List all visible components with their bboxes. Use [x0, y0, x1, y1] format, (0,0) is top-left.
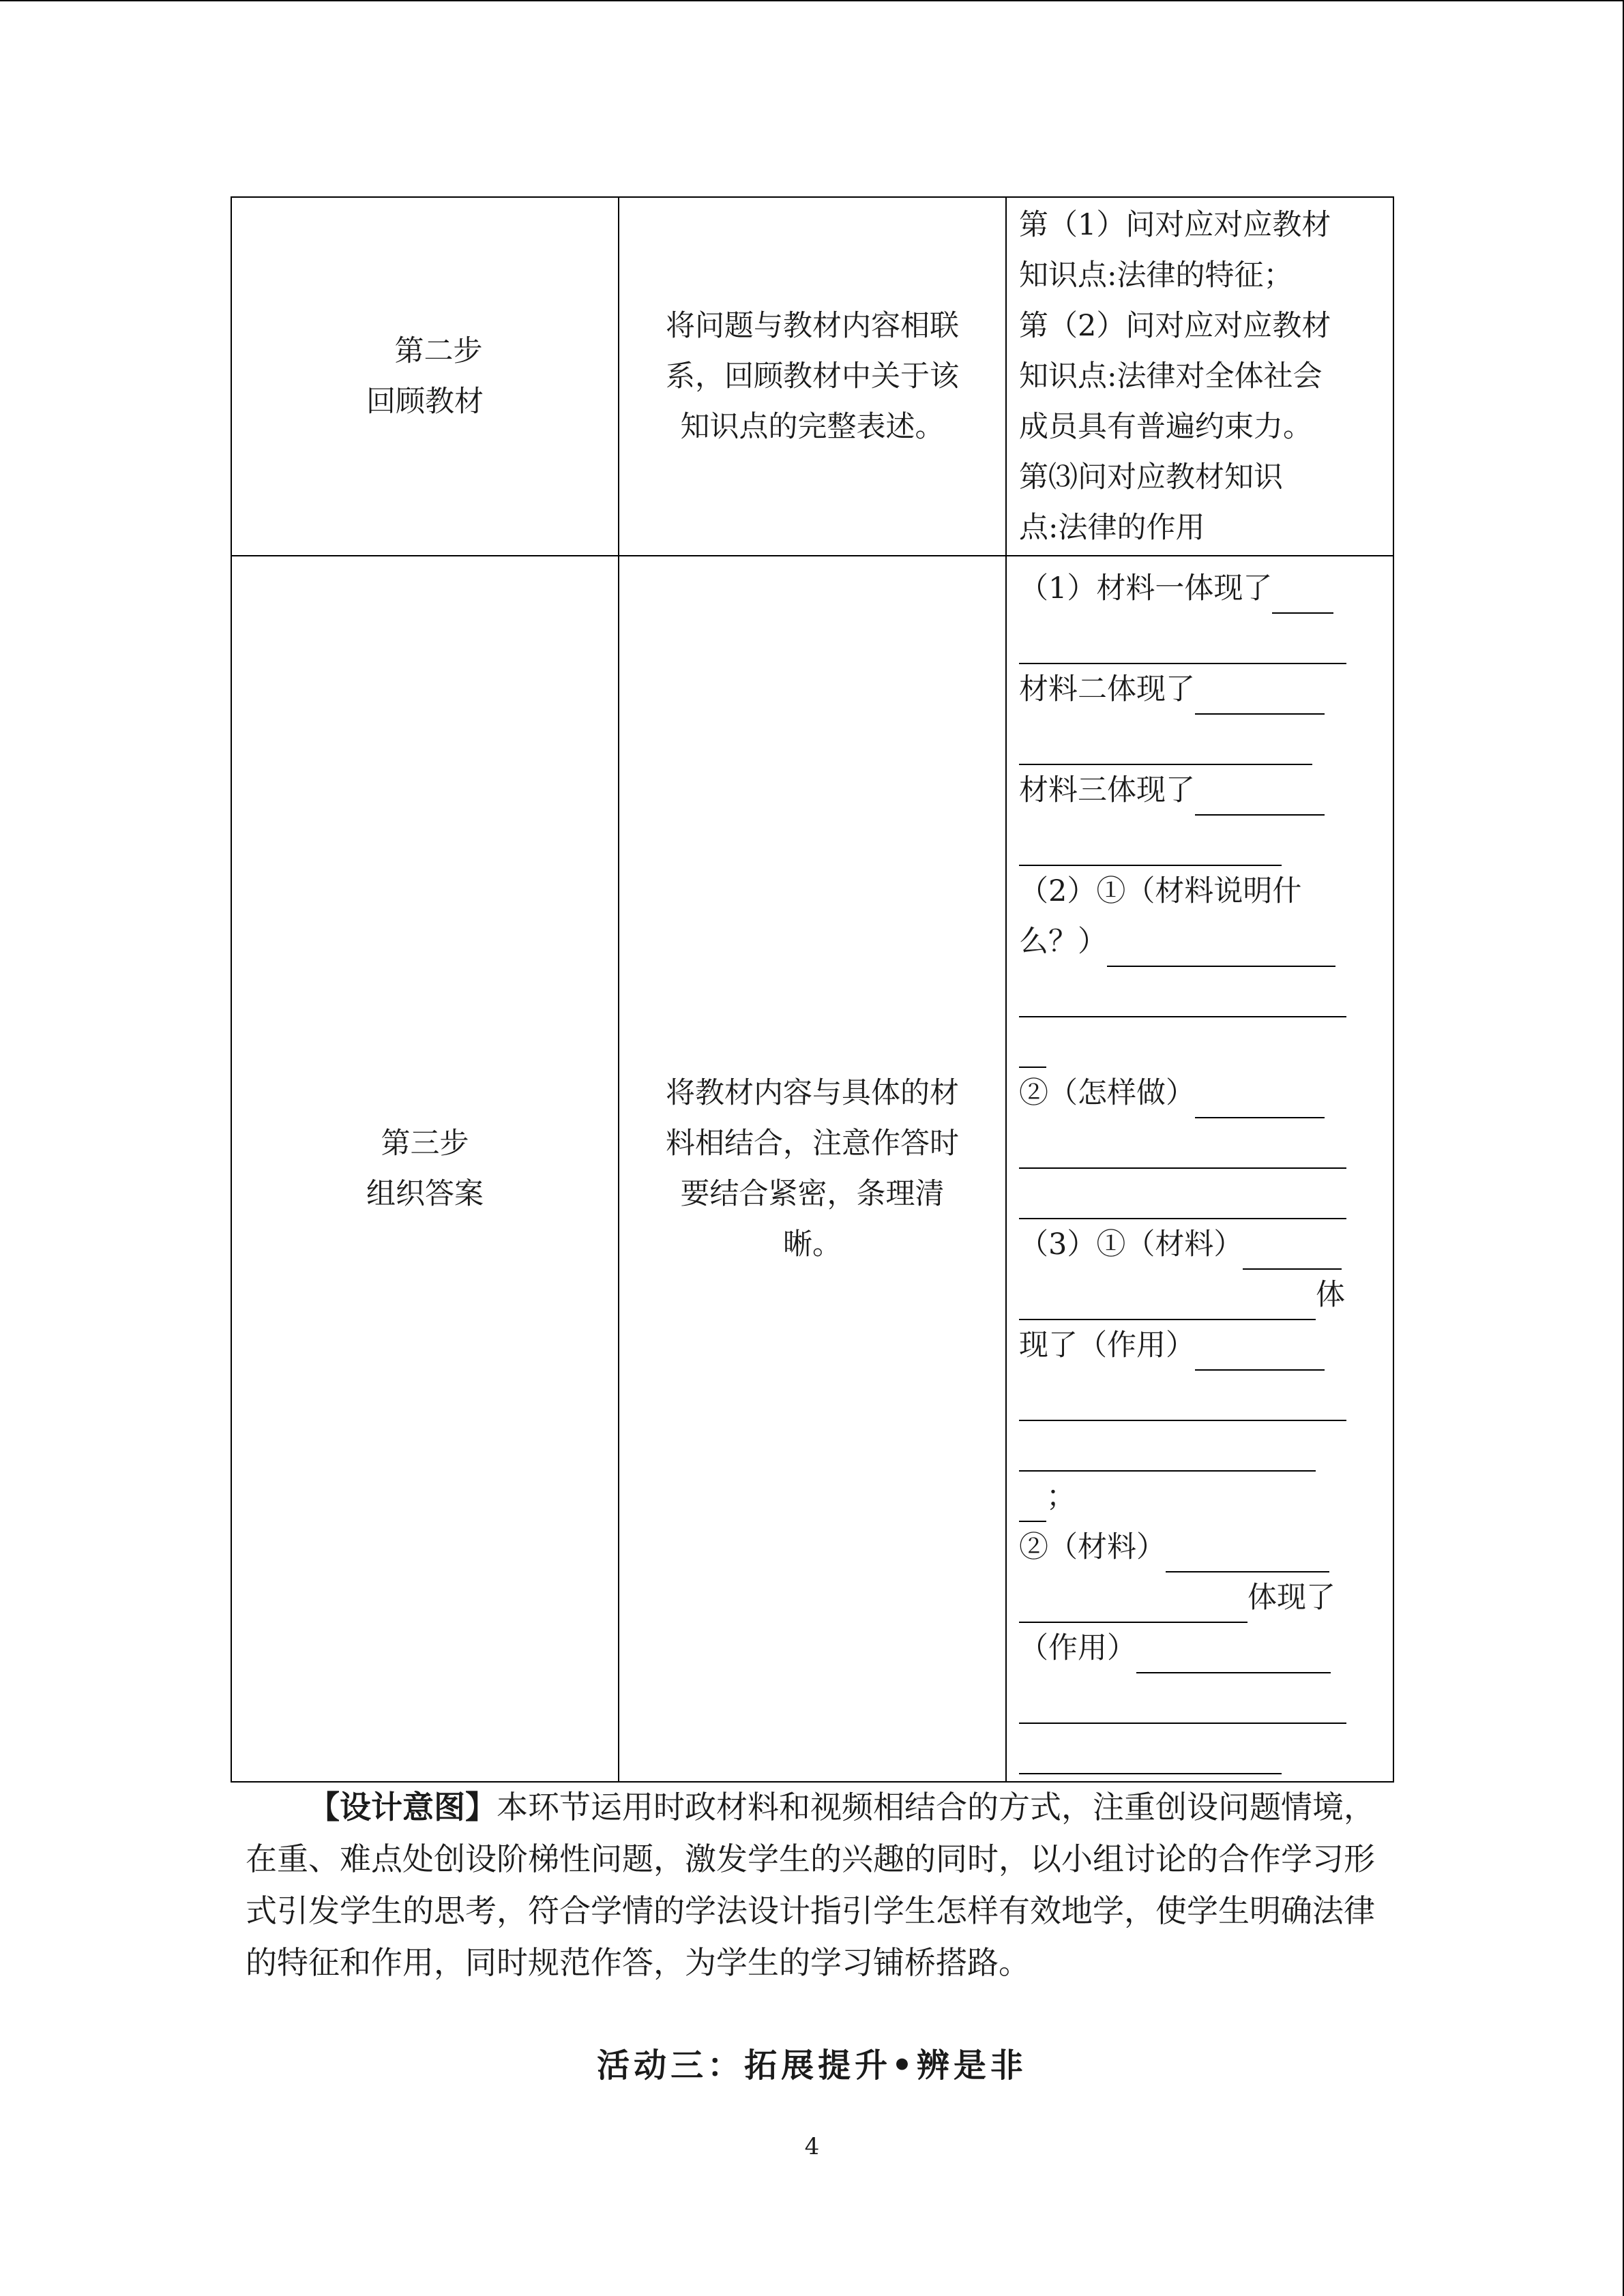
answer-line: ②（怎样做） [1019, 1068, 1381, 1118]
answer-line: ； [1019, 1472, 1381, 1522]
answer-blank[interactable] [1019, 1691, 1346, 1724]
answer-line [1019, 1017, 1381, 1068]
answer-line [1019, 1724, 1381, 1774]
answer-blank[interactable] [1019, 1187, 1346, 1219]
answer-blank[interactable] [1195, 1338, 1325, 1371]
steps-table [231, 196, 1394, 1783]
answer-blank[interactable] [1019, 1439, 1316, 1472]
answer-line [1019, 1371, 1381, 1421]
answer-blank[interactable] [1166, 1540, 1329, 1572]
content-line: 第（2）问对应对应教材 [1019, 309, 1331, 343]
content-line: 第⑶问对应教材知识 [1019, 460, 1283, 494]
method-line: 将问题与教材内容相联 [666, 309, 959, 343]
answer-line [1019, 1169, 1381, 1219]
answer-blank[interactable] [1195, 1086, 1325, 1118]
answer-blank[interactable] [1272, 581, 1333, 614]
content-line: 成员具有普遍约束力。 [1019, 410, 1312, 444]
answer-line [1019, 967, 1381, 1017]
design-intent [246, 1781, 1391, 1988]
answer-line [1019, 715, 1381, 765]
answer-line [1019, 614, 1381, 664]
answer-blank[interactable] [1136, 1641, 1331, 1673]
step-number: 第二步 [394, 334, 483, 368]
answer-blank[interactable] [1019, 631, 1346, 664]
step-title: 回顾教材 [366, 385, 484, 419]
answer-line: （作用） [1019, 1623, 1381, 1673]
answer-blank[interactable] [1019, 1590, 1247, 1623]
design-intent-text: 本环节运用时政材料和视频相结合的方式，注重创设问题情境，在重、难点处创设阶梯性问题，激发学生的兴趣的同时，以小组讨论的合作学习形式引发学生的思考，符合学情的学法设计指引学生怎样有效地学，使学生明确法律的特征和作用，同时规范作答，为学生的学习铺桥搭路。 [246, 1789, 1375, 1981]
content-line: 知识点:法律的特征； [1019, 258, 1293, 293]
answer-blank[interactable] [1019, 1388, 1346, 1421]
answer-line: 体现了 [1019, 1572, 1381, 1623]
design-intent-label: 【设计意图】 [308, 1789, 497, 1825]
method-line: 要结合紧密，条理清 [680, 1177, 945, 1211]
table-row [231, 197, 1393, 556]
answer-line: 材料二体现了 [1019, 664, 1381, 715]
answer-blank[interactable] [1243, 1237, 1342, 1270]
step-number: 第三步 [381, 1127, 469, 1161]
answer-line: （2）①（材料说明什 [1019, 874, 1302, 908]
method-cell [619, 197, 1006, 556]
answer-blank[interactable] [1019, 1035, 1046, 1068]
content-line: 第（1）问对应对应教材 [1019, 208, 1331, 242]
answer-blank[interactable] [1195, 783, 1325, 816]
answer-line: 现了（作用） [1019, 1320, 1381, 1371]
activity-title: 活动三：拓展提升•辨是非 [597, 2046, 1027, 2085]
answer-line: 体 [1019, 1270, 1381, 1320]
method-line: 料相结合，注意作答时 [666, 1127, 959, 1161]
answer-blank[interactable] [1019, 1287, 1316, 1320]
answer-line: （1）材料一体现了 [1019, 563, 1381, 614]
content-line: 知识点:法律对全体社会 [1019, 359, 1323, 393]
answer-blank[interactable] [1019, 1136, 1346, 1169]
step-title: 组织答案 [366, 1177, 484, 1211]
content-cell [1006, 197, 1393, 556]
answer-blank[interactable] [1019, 985, 1346, 1017]
method-line: 系，回顾教材中关于该 [666, 359, 959, 393]
answer-line [1019, 816, 1381, 866]
answer-line [1019, 1421, 1381, 1472]
answer-template-cell [1006, 556, 1393, 1782]
page-number: 4 [804, 2133, 820, 2160]
answer-blank[interactable] [1019, 732, 1312, 765]
table-row [231, 556, 1393, 1782]
step-cell [231, 556, 619, 1782]
content-line: 点:法律的作用 [1019, 511, 1205, 545]
method-line: 将教材内容与具体的材 [666, 1076, 959, 1110]
method-line: 知识点的完整表述。 [680, 410, 945, 444]
page-border-top [0, 0, 1624, 1]
answer-line: （3）①（材料） [1019, 1219, 1381, 1270]
answer-line: 材料三体现了 [1019, 765, 1381, 816]
answer-blank[interactable] [1019, 833, 1282, 866]
answer-line: ②（材料） [1019, 1522, 1381, 1572]
method-line: 晰。 [783, 1227, 842, 1262]
answer-blank[interactable] [1107, 934, 1335, 967]
answer-blank[interactable] [1195, 682, 1325, 715]
answer-line [1019, 1673, 1381, 1724]
answer-line: 么？） [1019, 916, 1381, 967]
answer-blank[interactable] [1019, 1489, 1046, 1522]
answer-blank[interactable] [1019, 1742, 1282, 1774]
method-cell [619, 556, 1006, 1782]
step-cell [231, 197, 619, 556]
answer-line [1019, 1118, 1381, 1169]
